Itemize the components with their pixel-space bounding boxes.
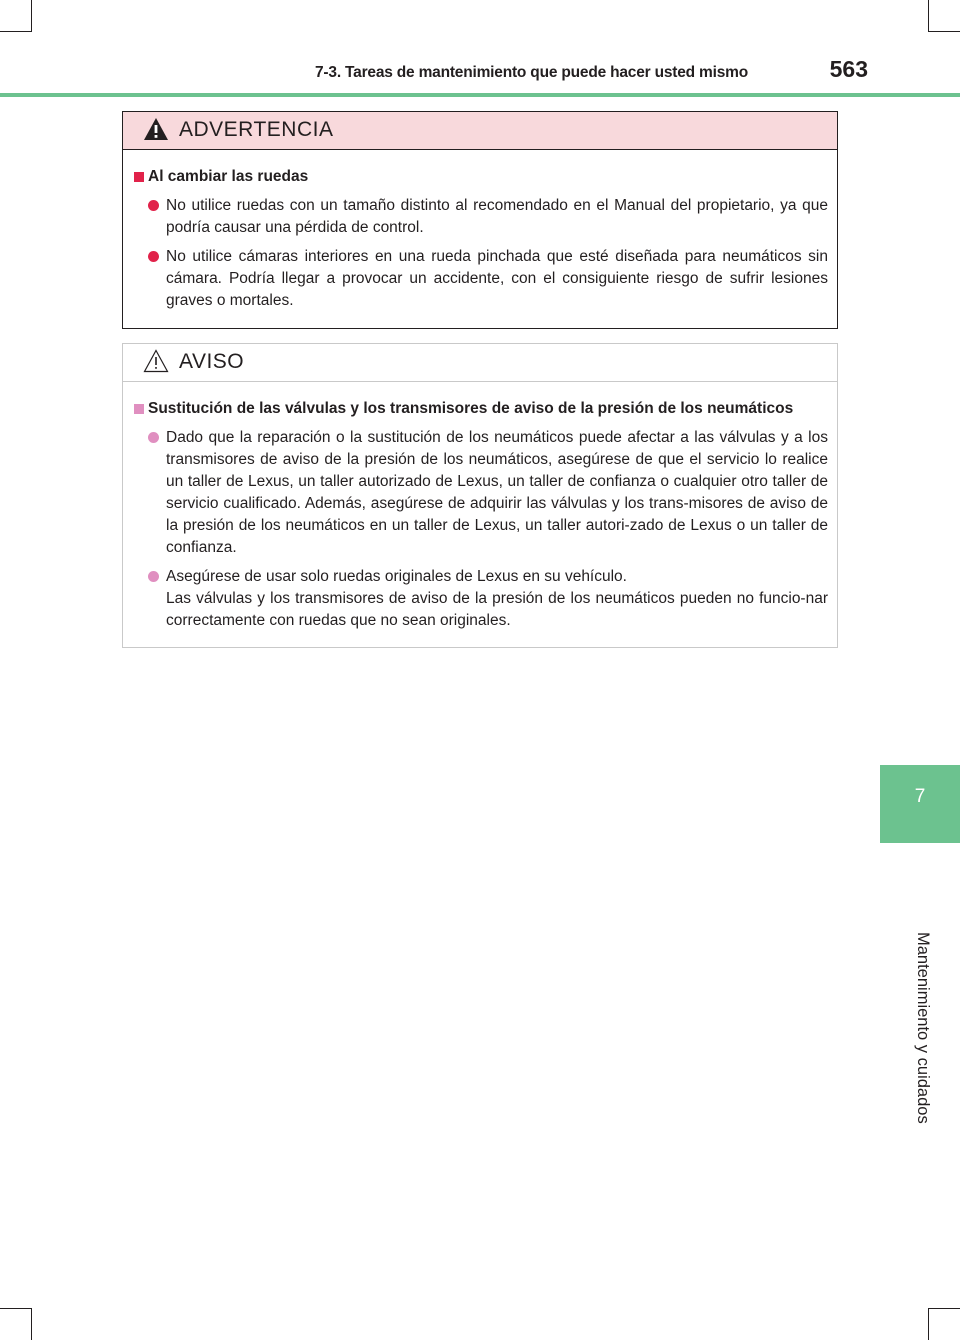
chapter-tab[interactable]: 7 [880, 765, 960, 843]
round-bullet-icon [148, 200, 159, 211]
warning-title: ADVERTENCIA [179, 118, 334, 141]
warning-subheading [134, 168, 828, 186]
round-bullet-icon [148, 251, 159, 262]
page-header [0, 56, 960, 92]
crop-mark [928, 1308, 929, 1340]
crop-mark [928, 31, 960, 32]
notice-subheading-text: Sustitución de las válvulas y los transmisores de aviso de la presión de los neumáticos [148, 400, 794, 417]
section-title: 7-3. Tareas de mantenimiento que puede hacer usted mismo [315, 64, 748, 81]
list-item [134, 246, 828, 312]
list-item-text: No utilice ruedas con un tamaño distinto al recomendado en el Manual del propietario, ya que podría causar una pérdida de control. [166, 197, 828, 236]
crop-mark [31, 1308, 32, 1340]
caution-triangle-outline-icon [143, 349, 169, 373]
square-bullet-icon [134, 404, 144, 414]
chapter-title: Mantenimiento y cuidados [914, 932, 932, 1124]
square-bullet-icon [134, 172, 144, 182]
warning-triangle-icon [143, 117, 169, 141]
warning-header [123, 112, 837, 150]
notice-header [123, 344, 837, 382]
crop-mark [0, 1308, 32, 1309]
notice-box [122, 343, 838, 648]
crop-mark [0, 31, 32, 32]
warning-box [122, 111, 838, 329]
notice-title: AVISO [179, 350, 245, 373]
list-item [134, 427, 828, 559]
crop-mark [928, 1308, 960, 1309]
round-bullet-icon [148, 432, 159, 443]
list-item-text: Asegúrese de usar solo ruedas originales de Lexus en su vehículo. [166, 568, 627, 585]
notice-subheading [134, 400, 828, 418]
header-divider [0, 93, 960, 97]
list-item [134, 195, 828, 239]
list-item-text: Las válvulas y los transmisores de aviso de la presión de los neumáticos pueden no funcio-nar correctamente con ruedas que no sean originales. [166, 590, 828, 629]
crop-mark [928, 0, 929, 32]
page-number: 563 [829, 56, 868, 82]
list-item [134, 566, 828, 632]
round-bullet-icon [148, 571, 159, 582]
crop-mark [31, 0, 32, 32]
list-item-text: No utilice cámaras interiores en una rueda pinchada que esté diseñada para neumáticos sin cámara. Podría llegar a provocar un accidente, con el consiguiente riesgo de sufrir lesiones graves o mortales. [166, 248, 828, 309]
warning-subheading-text: Al cambiar las ruedas [148, 168, 309, 185]
list-item-text: Dado que la reparación o la sustitución de los neumáticos puede afectar a las válvulas y a los transmisores de aviso de la presión de los neumáticos, asegúrese de que el servicio lo realice un taller de Lexus, un taller autorizado de Lexus, un taller de confianza o cualquier otro taller de servicio cualificado. Además, asegúrese de adquirir las válvulas y los trans-misores de aviso de la presión de los neumáticos en un taller de Lexus, un taller autori-zado de Lexus o un taller de confianza. [166, 429, 828, 556]
